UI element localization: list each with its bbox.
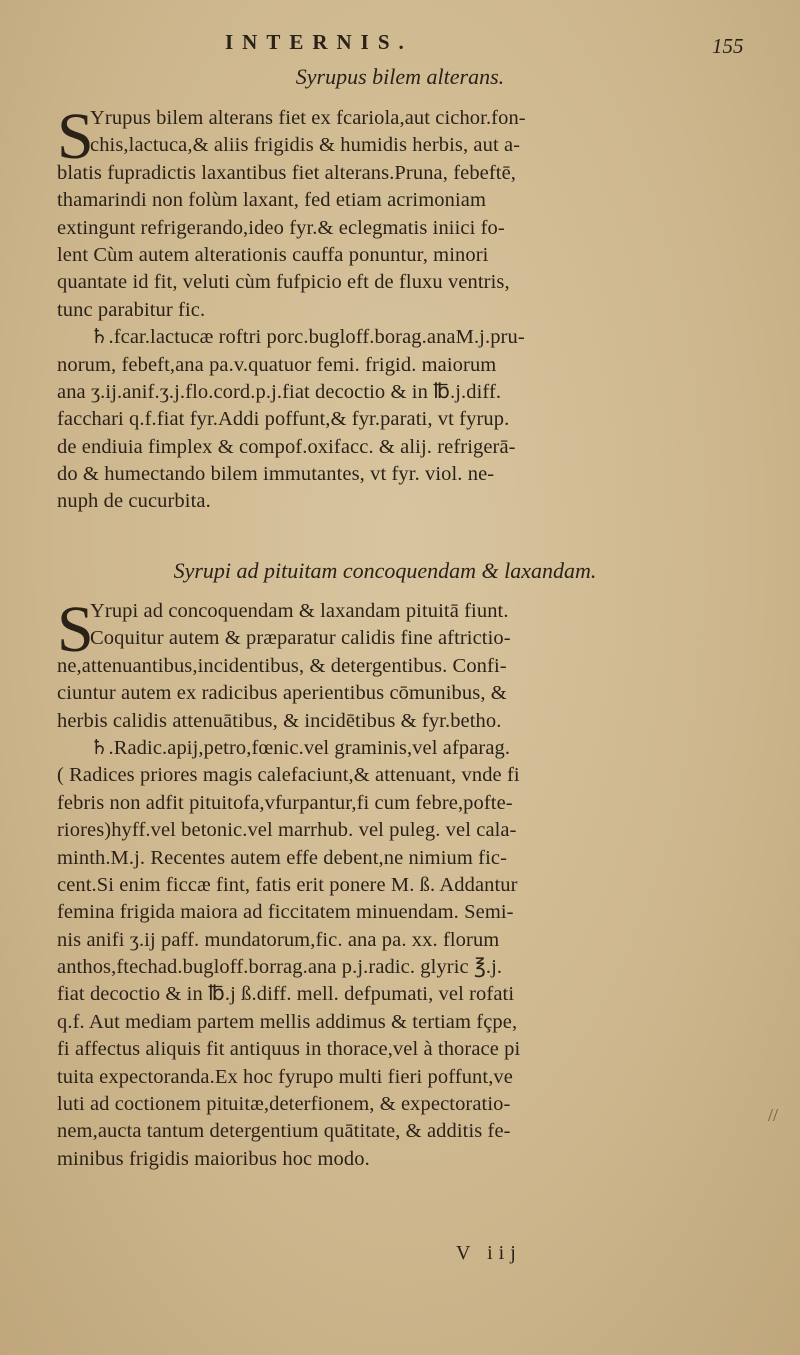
text-line: chis,lactuca,& aliis frigidis & humidis herbis, aut a- [90, 134, 521, 157]
text-line: cent.Si enim ficcæ fint, fatis erit ponere M. ß. Addantur [57, 873, 518, 896]
text-line: fi affectus aliquis fit antiquus in thorace,vel à thorace pi [57, 1038, 521, 1061]
text-line: femina frigida maiora ad ficcitatem minuendam. Semi- [57, 901, 514, 924]
text-line: blatis fupradictis laxantibus fiet alterans.Pruna, febeftē, [57, 161, 517, 184]
text-line: nem,aucta tantum detergentium quātitate, & additis fe- [57, 1120, 511, 1143]
section-heading-syrupi: Syrupi ad pituitam concoquendam & laxandam. [173, 558, 597, 583]
text-line: Coquitur autem & præparatur calidis fine aftrictio- [90, 627, 511, 650]
section-heading-syrupus: Syrupus bilem alterans. [295, 64, 505, 89]
text-line: de endiuia fimplex & compof.oxifacc. & alij. refrigerā- [57, 435, 516, 458]
running-head [0, 30, 800, 64]
text-line: luti ad coctionem pituitæ,deterfionem, & expectoratio- [57, 1093, 511, 1116]
text-line: tuita expectoranda.Ex hoc fyrupo multi fieri poffunt,ve [57, 1065, 513, 1088]
text-line: facchari q.f.fiat fyr.Addi poffunt,& fyr.parati, vt fyrup. [57, 408, 510, 431]
text-line: nis anifi ʒ.ij paff. mundatorum,fic. ana pa. xx. florum [57, 928, 500, 951]
text-line: tunc parabitur fic. [57, 298, 206, 321]
text-line: Yrupus bilem alterans fiet ex fcariola,aut cichor.fon- [90, 107, 526, 129]
text-line: minibus frigidis maioribus hoc modo. [57, 1147, 370, 1170]
text-line: ( Radices priores magis calefaciunt,& attenuant, vnde fi [57, 764, 520, 787]
text-line: norum, febeft,ana pa.v.quatuor femi. frigid. maiorum [57, 353, 497, 376]
margin-annotation: // [768, 1105, 779, 1125]
text-line: q.f. Aut mediam partem mellis addimus & tertiam fçpe, [57, 1010, 518, 1033]
drop-cap-2: S [57, 593, 94, 666]
text-line: extingunt refrigerando,ideo fyr.& eclegmatis iniici fo- [57, 216, 505, 239]
text-line: ♄.fcar.lactucæ roftri porc.bugloff.borag.anaM.j.pru- [90, 326, 525, 349]
text-line: ana ʒ.ij.anif.ʒ.j.flo.cord.p.j.fiat decoctio & in ℔.j.diff. [57, 380, 502, 403]
text-line: nuph de cucurbita. [57, 490, 211, 513]
text-line: anthos,ftechad.bugloff.borrag.ana p.j.radic. glyric ℥.j. [57, 956, 503, 979]
text-line: fiat decoctio & in ℔.j ß.diff. mell. defpumati, vel rofati [57, 983, 515, 1006]
text-line: Yrupi ad concoquendam & laxandam pituitā fiunt. [90, 600, 509, 622]
running-title: INTERNIS. [225, 30, 413, 54]
paragraph-syrupus-bilem [57, 100, 757, 516]
signature-mark: V iij [456, 1242, 522, 1264]
page-number: 155 [712, 34, 744, 58]
text-line: lent Cùm autem alterationis cauffa ponuntur, minori [57, 243, 489, 266]
text-line: herbis calidis attenuātibus, & incidētibus & fyr.betho. [57, 709, 502, 732]
text-line: do & humectando bilem immutantes, vt fyr. viol. ne- [57, 463, 495, 486]
drop-cap-1: S [57, 100, 94, 173]
text-line: thamarindi non folùm laxant, fed etiam acrimoniam [57, 189, 487, 212]
paragraph-syrupi-pituitam [57, 593, 757, 1173]
text-line: ciuntur autem ex radicibus aperientibus cōmunibus, & [57, 682, 507, 705]
text-line: riores)hyff.vel betonic.vel marrhub. vel puleg. vel cala- [57, 819, 517, 842]
text-line: quantate id fit, veluti cùm fufpicio eft de fluxu ventris, [57, 271, 510, 294]
text-line: febris non adfit pituitofa,vfurpantur,fi cum febre,pofte- [57, 791, 513, 814]
text-line: minth.M.j. Recentes autem effe debent,ne nimium fic- [57, 846, 507, 869]
text-line: ne,attenuantibus,incidentibus, & detergentibus. Confi- [57, 654, 507, 677]
text-line: ♄.Radic.apij,petro,fœnic.vel graminis,vel afparag. [90, 736, 511, 759]
